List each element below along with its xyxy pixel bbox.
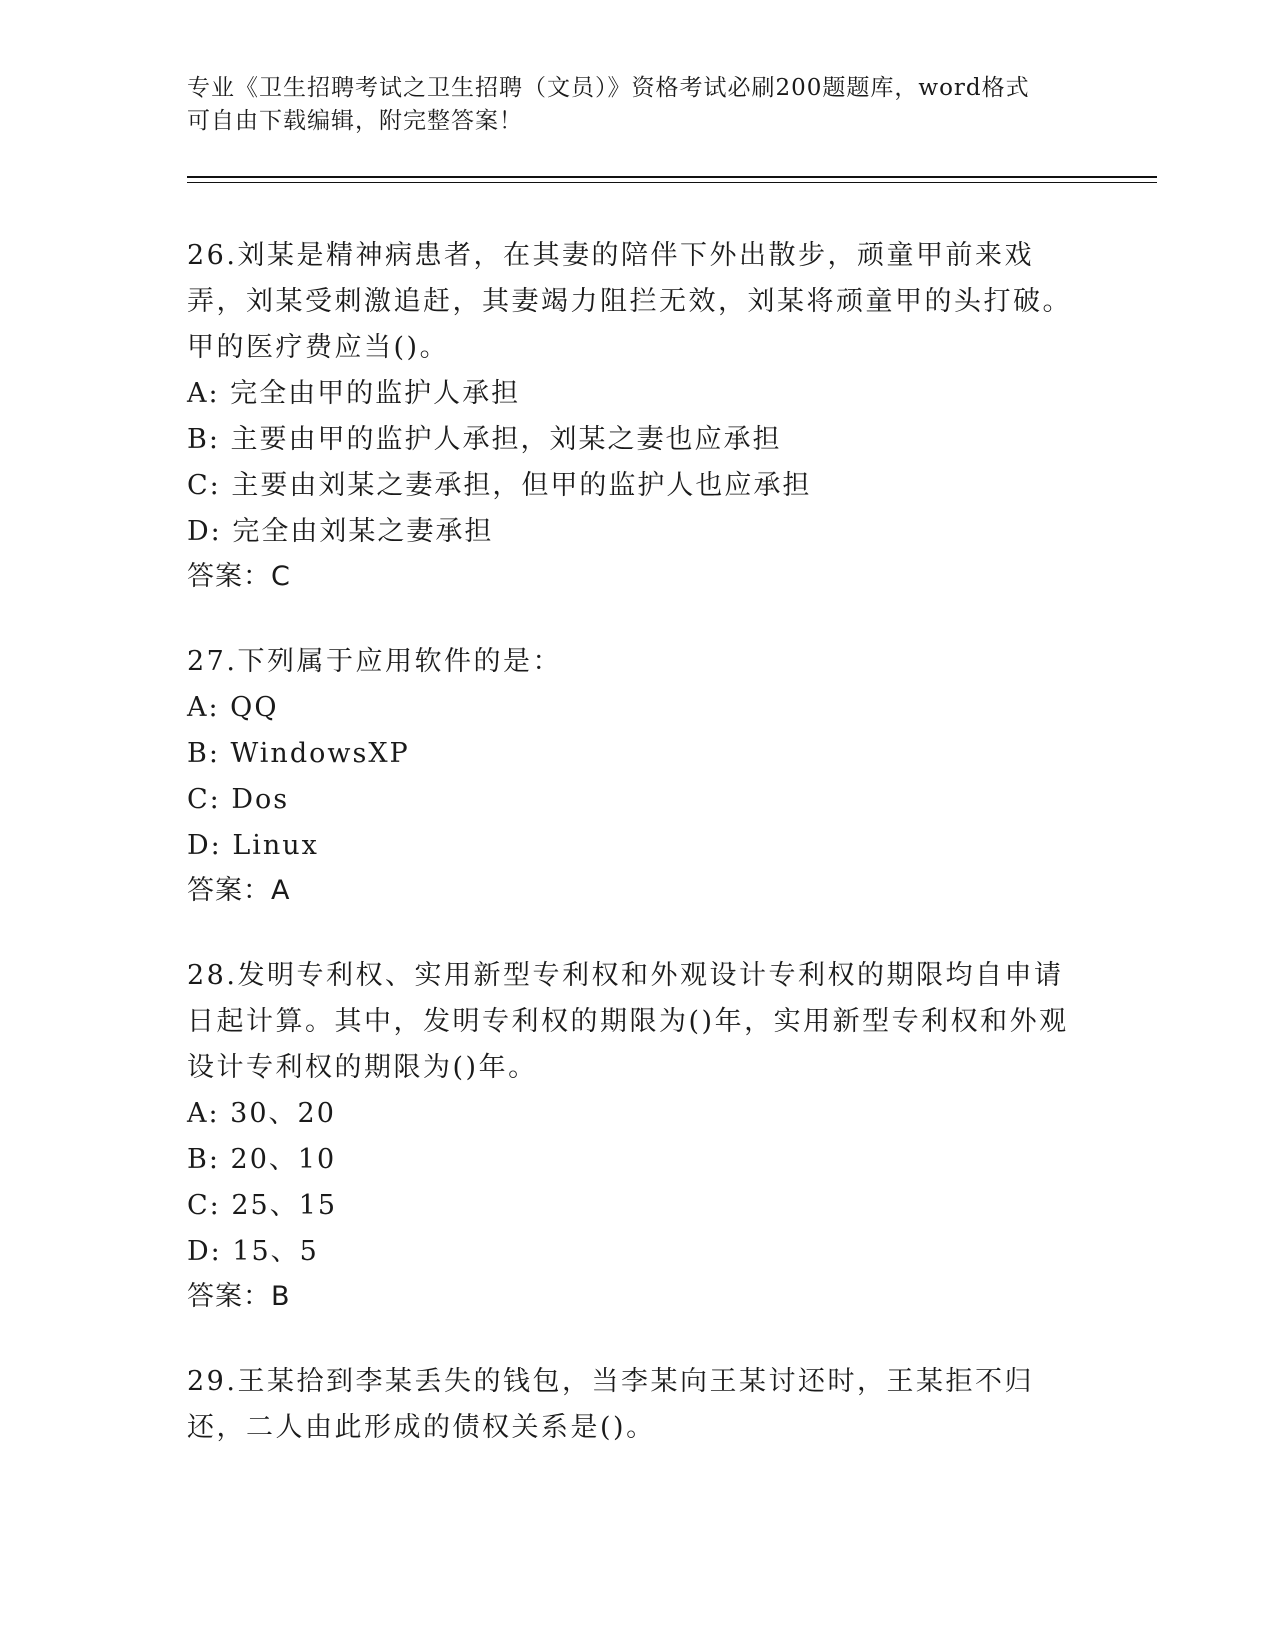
question-list	[187, 233, 1087, 1491]
question-28	[187, 953, 1087, 1319]
header-line-2: 可自由下载编辑，附完整答案！	[187, 108, 523, 134]
option-b: B: 主要由甲的监护人承担，刘某之妻也应承担	[187, 424, 782, 455]
document-header	[187, 72, 1087, 138]
option-b: B: WindowsXP	[187, 738, 410, 769]
option-c: C: Dos	[187, 784, 290, 815]
option-a: A: 30、20	[187, 1098, 336, 1129]
option-d: D: 15、5	[187, 1236, 319, 1267]
answer-line: 答案：A	[187, 875, 291, 906]
question-26	[187, 233, 1087, 599]
question-29	[187, 1359, 1087, 1451]
option-d: D: Linux	[187, 830, 319, 861]
question-stem: 28.发明专利权、实用新型专利权和外观设计专利权的期限均自申请日起计算。其中，发明专利权的期限为()年，实用新型专利权和外观设计专利权的期限为()年。	[187, 960, 1069, 1083]
header-divider-thin	[187, 182, 1157, 183]
question-27	[187, 639, 1087, 913]
option-a: A: 完全由甲的监护人承担	[187, 378, 521, 409]
question-stem: 29.王某拾到李某丢失的钱包，当李某向王某讨还时，王某拒不归还，二人由此形成的债权关系是()。	[187, 1366, 1034, 1443]
option-d: D: 完全由刘某之妻承担	[187, 516, 494, 547]
option-a: A: QQ	[187, 692, 279, 723]
header-divider-thick	[187, 176, 1157, 178]
option-b: B: 20、10	[187, 1144, 337, 1175]
question-stem: 26.刘某是精神病患者，在其妻的陪伴下外出散步，顽童甲前来戏弄，刘某受刺激追赶，其妻竭力阻拦无效，刘某将顽童甲的头打破。甲的医疗费应当()。	[187, 240, 1072, 363]
option-c: C: 主要由刘某之妻承担，但甲的监护人也应承担	[187, 470, 812, 501]
question-stem: 27.下列属于应用软件的是：	[187, 646, 562, 677]
answer-line: 答案：B	[187, 1281, 291, 1312]
header-line-1: 专业《卫生招聘考试之卫生招聘（文员）》资格考试必刷200题题库，word格式	[187, 75, 1030, 101]
answer-line: 答案：C	[187, 561, 291, 592]
option-c: C: 25、15	[187, 1190, 338, 1221]
